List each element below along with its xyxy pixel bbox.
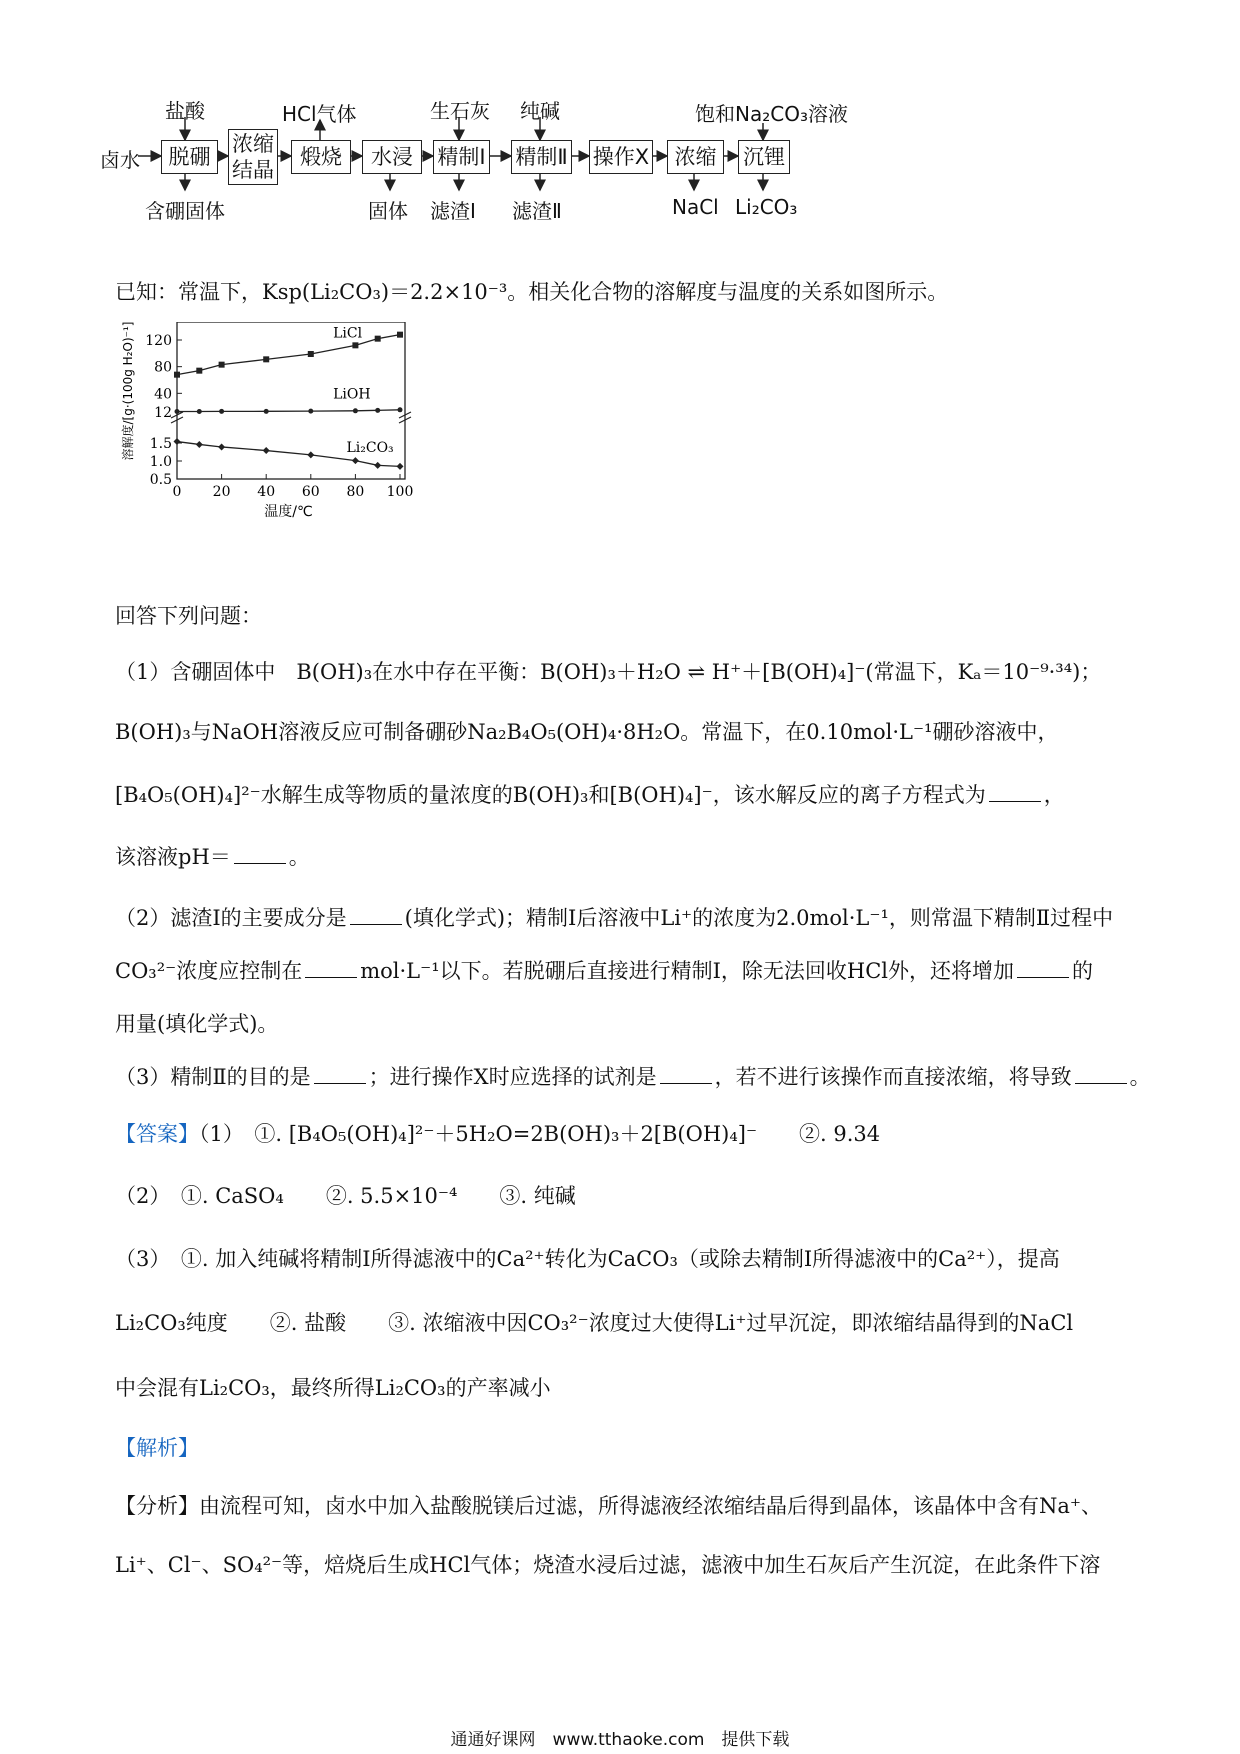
q1-line-2: B(OH)₃与NaOH溶液反应可制备硼砂Na₂B₄O₅(OH)₄·8H₂O。常温下，在0.10mol·L⁻¹硼砂溶液中， xyxy=(115,720,1059,744)
y-tick-label: 1.5 xyxy=(149,436,172,452)
page-footer: 通通好课网 www.tthaoke.com 提供下载 xyxy=(450,1730,790,1750)
flow-input-hcl: 盐酸 xyxy=(165,99,205,123)
x-tick-label: 100 xyxy=(386,484,414,500)
process-flow-diagram xyxy=(100,95,1050,260)
q3-line-1-text: （3）精制Ⅱ的目的是 xyxy=(115,1065,311,1089)
y-axis-label: 溶解度/[g·(100g H₂O)⁻¹] xyxy=(121,322,135,461)
y-tick-label: 1.0 xyxy=(149,454,172,470)
answer-blank xyxy=(305,977,357,978)
q1-line-3 xyxy=(115,779,1065,809)
q2-line-2-text: CO₃²⁻浓度应控制在 xyxy=(115,959,303,983)
data-point xyxy=(174,372,180,378)
x-tick-label: 40 xyxy=(257,484,276,500)
solubility-chart-svg xyxy=(112,322,462,582)
y-tick-label: 40 xyxy=(154,386,172,403)
data-point xyxy=(308,409,313,414)
answer-line-5: 中会混有Li₂CO₃，最终所得Li₂CO₃的产率减小 xyxy=(115,1376,551,1400)
q3-line-1-end: 。 xyxy=(1129,1065,1151,1089)
data-point xyxy=(397,332,403,338)
x-tick-label: 60 xyxy=(301,484,320,500)
data-point xyxy=(175,409,180,414)
flow-raw-label: 卤水 xyxy=(100,148,140,172)
analysis-line-1: 【分析】由流程可知，卤水中加入盐酸脱镁后过滤，所得滤液经浓缩结晶后得到晶体，该晶体中含有Na⁺、 xyxy=(115,1494,1102,1518)
series-label: LiOH xyxy=(333,386,371,403)
data-point xyxy=(308,351,314,357)
flow-gas-out: HCl气体 xyxy=(282,102,357,126)
answer-blank xyxy=(1075,1083,1127,1084)
data-point xyxy=(264,409,269,414)
q3-line-1-c: ，若不进行该操作而直接浓缩，将导致 xyxy=(714,1065,1072,1089)
data-point xyxy=(353,408,358,413)
flow-box-concentrate: 浓缩 结晶 xyxy=(228,129,278,185)
solubility-chart xyxy=(112,322,462,582)
question-intro: 回答下列问题： xyxy=(115,604,262,628)
flow-out-residue-1: 滤渣Ⅰ xyxy=(430,199,476,223)
data-point xyxy=(397,463,404,470)
data-point xyxy=(263,356,269,362)
data-point xyxy=(218,443,225,450)
flow-out-residue-2: 滤渣Ⅱ xyxy=(512,199,562,223)
flow-out-solid: 固体 xyxy=(368,199,408,223)
data-point xyxy=(196,441,203,448)
data-point xyxy=(398,407,403,412)
data-point xyxy=(352,457,359,464)
answer-blank xyxy=(234,863,286,864)
flow-out-nacl: NaCl xyxy=(672,195,719,219)
answer-blank xyxy=(660,1083,712,1084)
series-label: LiCl xyxy=(333,325,363,342)
answer-blank xyxy=(1017,977,1069,978)
data-point xyxy=(263,447,270,454)
data-point xyxy=(374,462,381,469)
q1-line-4-text: 该溶液pH＝ xyxy=(115,845,231,869)
q2-line-2-mid: mol·L⁻¹以下。若脱硼后直接进行精制Ⅰ，除无法回收HCl外，还将增加 xyxy=(360,959,1015,983)
q1-line-1: （1）含硼固体中 B(OH)₃在水中存在平衡：B(OH)₃＋H₂O ⇌ H⁺＋[B(OH)₄]⁻(常温下，Kₐ＝10⁻⁹·³⁴)； xyxy=(115,660,1102,684)
q2-line-2 xyxy=(115,955,1093,985)
flow-box-calcine: 煅烧 xyxy=(291,140,351,174)
answer-blank xyxy=(314,1083,366,1084)
data-point xyxy=(219,409,224,414)
flow-box-precipitate-li: 沉锂 xyxy=(738,140,790,174)
flow-input-na2co3: 饱和Na₂CO₃溶液 xyxy=(695,102,848,126)
series-label: Li₂CO₃ xyxy=(346,439,394,456)
answer-tag: 【答案】 xyxy=(115,1122,199,1146)
flow-box-water-leach: 水浸 xyxy=(362,140,422,174)
q1-line-4-end: 。 xyxy=(288,845,310,869)
flow-out-li2co3: Li₂CO₃ xyxy=(735,195,798,219)
flow-input-lime: 生石灰 xyxy=(430,99,490,123)
data-point xyxy=(375,336,381,342)
answer-line-4: Li₂CO₃纯度 ②. 盐酸 ③. 浓缩液中因CO₃²⁻浓度过大使得Li⁺过早沉淀，即浓缩结晶得到的NaCl xyxy=(115,1311,1074,1335)
answer-line-1 xyxy=(115,1118,880,1148)
flow-box-refine-2: 精制Ⅱ xyxy=(511,140,572,174)
flow-input-soda: 纯碱 xyxy=(520,99,560,123)
y-tick-label: 80 xyxy=(154,359,172,376)
q1-line-3-text: [B₄O₅(OH)₄]²⁻水解生成等物质的量浓度的B(OH)₃和[B(OH)₄]⁻，该水解反应的离子方程式为 xyxy=(115,783,986,807)
q2-line-1-text: （2）滤渣Ⅰ的主要成分是 xyxy=(115,906,347,930)
answer-line-2: （2） ①. CaSO₄ ②. 5.5×10⁻⁴ ③. 纯碱 xyxy=(115,1184,576,1208)
x-axis-label: 温度/℃ xyxy=(264,504,313,520)
flow-box-operation-x: 操作X xyxy=(589,140,653,174)
data-point xyxy=(307,451,314,458)
data-point xyxy=(196,368,202,374)
analysis-line-2: Li⁺、Cl⁻、SO₄²⁻等，焙烧后生成HCl气体；烧渣水浸后过滤，滤液中加生石灰后产生沉淀，在此条件下溶 xyxy=(115,1553,1101,1577)
flow-box-evaporate: 浓缩 xyxy=(667,140,724,174)
answer-blank xyxy=(989,801,1041,802)
y-tick-label: 0.5 xyxy=(149,472,172,488)
data-point xyxy=(352,342,358,348)
series-line xyxy=(177,410,400,412)
answer-blank xyxy=(350,924,402,925)
data-point xyxy=(219,362,225,368)
q2-line-1-mid: (填化学式)；精制Ⅰ后溶液中Li⁺的浓度为2.0mol·L⁻¹，则常温下精制Ⅱ过程中 xyxy=(404,906,1114,930)
flow-box-deboration: 脱硼 xyxy=(161,140,218,174)
series-line xyxy=(177,335,400,375)
data-point xyxy=(375,408,380,413)
x-tick-label: 80 xyxy=(346,484,365,500)
q2-line-3: 用量(填化学式)。 xyxy=(115,1012,279,1036)
flow-out-boron-solid: 含硼固体 xyxy=(145,199,225,223)
x-tick-label: 20 xyxy=(212,484,231,500)
flow-box-refine-1: 精制Ⅰ xyxy=(433,140,490,174)
q2-line-2-end: 的 xyxy=(1072,959,1094,983)
y-tick-label: 120 xyxy=(145,333,172,349)
answer-line-3: （3） ①. 加入纯碱将精制Ⅰ所得滤液中的Ca²⁺转化为CaCO₃（或除去精制Ⅰ所得滤液中的Ca²⁺），提高 xyxy=(115,1247,1060,1271)
analysis-tag: 【解析】 xyxy=(115,1436,199,1460)
q1-line-3-end: ， xyxy=(1043,783,1065,807)
q2-line-1 xyxy=(115,902,1113,932)
q1-line-4 xyxy=(115,841,310,871)
answer-1-text: （1） ①. [B₄O₅(OH)₄]²⁻＋5H₂O=2B(OH)₃＋2[B(OH)₄]⁻ ②. 9.34 xyxy=(199,1122,881,1146)
data-point xyxy=(174,438,181,445)
q3-line-1-b: ；进行操作X时应选择的试剂是 xyxy=(368,1065,657,1089)
q3-line-1 xyxy=(115,1061,1151,1091)
x-tick-label: 0 xyxy=(172,484,182,500)
known-statement: 已知：常温下，Ksp(Li₂CO₃)＝2.2×10⁻³。相关化合物的溶解度与温度的关系如图所示。 xyxy=(115,280,949,304)
data-point xyxy=(197,409,202,414)
y-tick-label: 12 xyxy=(154,405,172,421)
